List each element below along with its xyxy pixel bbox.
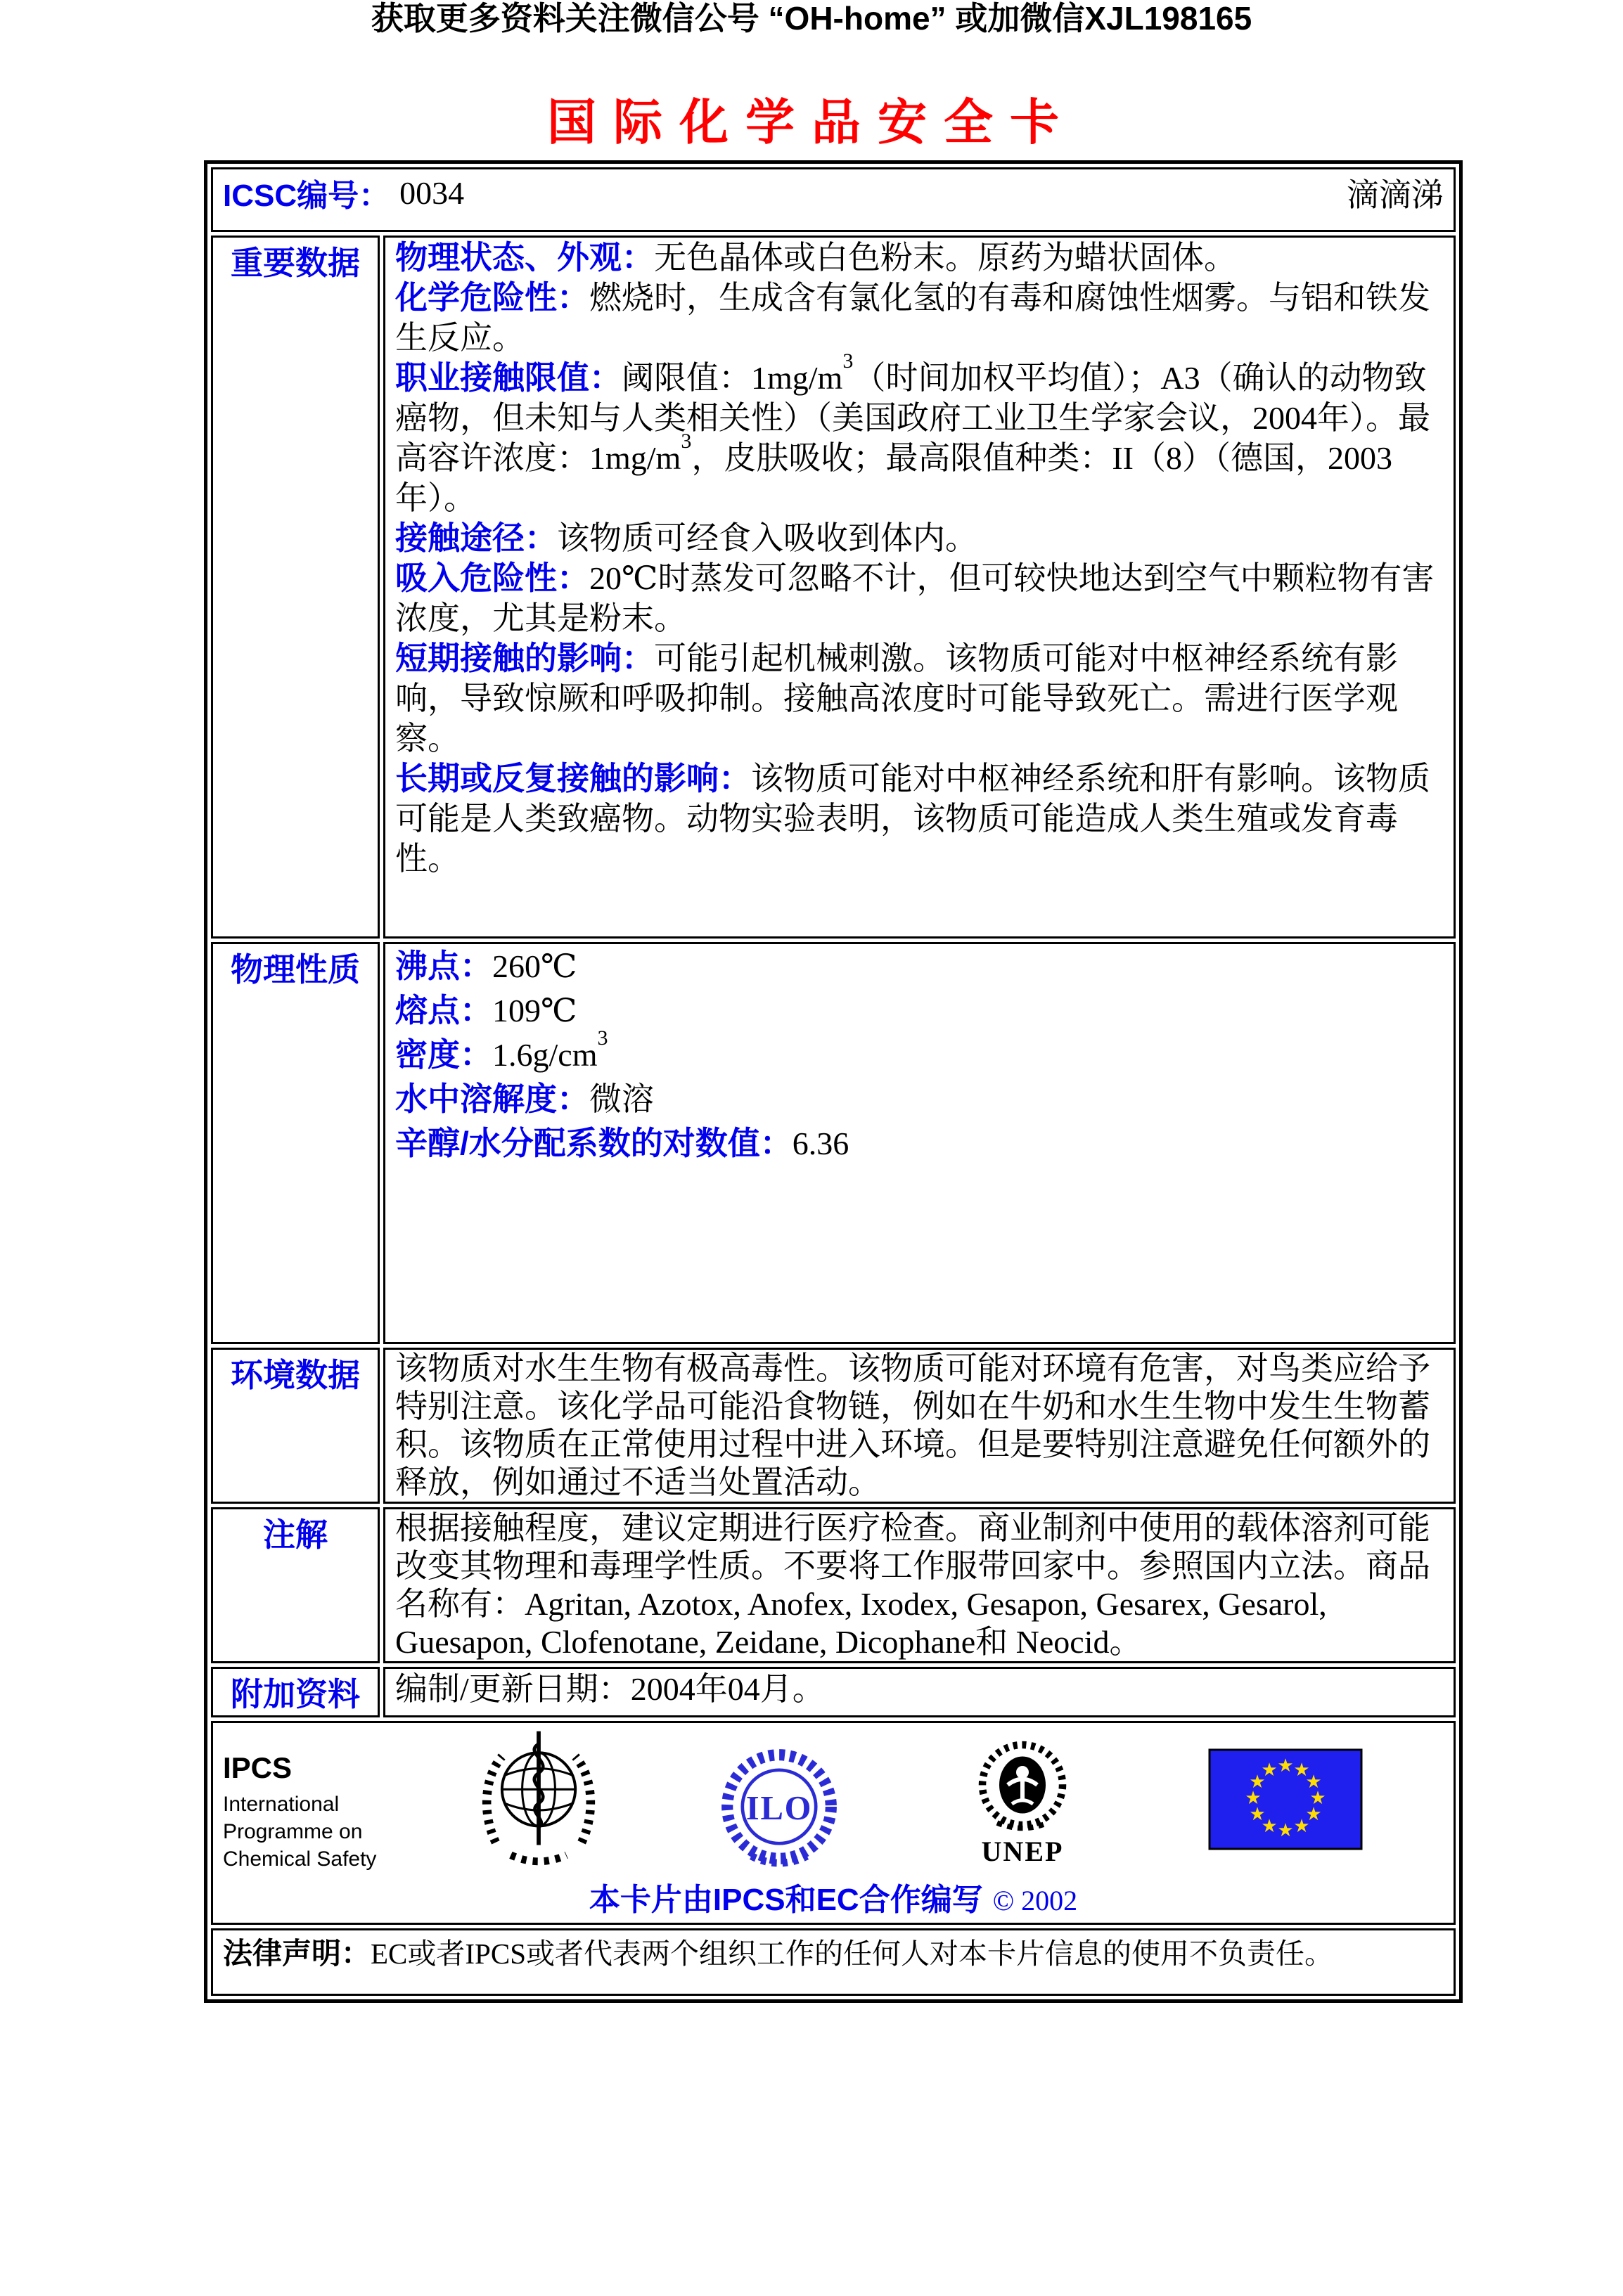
- field-occupational-exposure-limits: 职业接触限值：阈限值：$1mg/m^3$（时间加权平均值）；A3（确认的动物致癌物，但未知与人类相关性）（美国政府工业卫生学家会议，2004年）。最高容许浓度：$1mg/m^3$，皮肤吸收；最高限值种类：II（8）（德国，2003年）。: [395, 349, 1430, 516]
- additional-info-content: [383, 1667, 1456, 1717]
- additional-info-text: 编制/更新日期：2004年04月。: [395, 1671, 825, 1707]
- important-data-content: [383, 236, 1456, 939]
- field-short-term-effects: 短期接触的影响：可能引起机械刺激。该物质可能对中枢神经系统有影响，导致惊厥和呼吸抑制。接触高浓度时可能导致死亡。需进行医学观察。: [395, 640, 1398, 756]
- prop-water-solubility: 水中溶解度：微溶: [395, 1081, 654, 1117]
- field-long-term-effects: 长期或反复接触的影响：该物质可能对中枢神经系统和肝有影响。该物质可能是人类致癌物。动物实验表明，该物质可能造成人类生殖或发育毒性。: [395, 760, 1430, 877]
- card-header-cell: [211, 167, 1456, 232]
- eu-star-icon: ★: [1261, 1760, 1278, 1781]
- ipcs-title: IPCS: [223, 1751, 293, 1784]
- field-exposure-routes: 接触途径：该物质可经食入吸收到体内。: [395, 520, 977, 556]
- superscript: 3: [597, 1026, 608, 1050]
- eu-star-icon: ★: [1245, 1788, 1262, 1809]
- notes-row: [211, 1507, 1456, 1663]
- prop-melting-point: 熔点：109℃: [395, 992, 577, 1028]
- section-label-notes: 注解: [211, 1507, 380, 1663]
- unep-logo-icon: [970, 1739, 1075, 1836]
- chemical-name: 滴滴涕: [1347, 177, 1444, 213]
- eu-star-icon: ★: [1249, 1804, 1266, 1825]
- section-label-physical-properties: 物理性质: [211, 942, 380, 1344]
- physical-properties-content: [383, 942, 1456, 1344]
- physical-properties-row: [211, 942, 1456, 1344]
- legal-notice-label: 法律声明：: [223, 1937, 371, 1970]
- credit-line: [223, 1874, 1444, 1919]
- ilo-logo-icon: [716, 1748, 842, 1871]
- credit-text: 本卡片由IPCS和EC合作编写: [589, 1883, 983, 1917]
- promo-watermark: 获取更多资料关注微信公号 “OH-home” 或加微信XJL198165: [371, 0, 1252, 37]
- prop-logp: 辛醇/水分配系数的对数值：6.36: [395, 1125, 849, 1161]
- environmental-data-row: [211, 1348, 1456, 1504]
- card-header-row: [211, 167, 1456, 232]
- page-title: 国际化学品安全卡: [547, 96, 1076, 150]
- field-physical-state: 物理状态、外观：无色晶体或白色粉末。原药为蜡状固体。: [395, 239, 1236, 276]
- ilo-letters: ILO: [745, 1788, 813, 1827]
- logos-row: [211, 1721, 1456, 1925]
- eu-star-icon: ★: [1249, 1772, 1266, 1793]
- credit-year: © 2002: [992, 1885, 1078, 1916]
- superscript: 3: [842, 349, 854, 373]
- legal-notice-cell: [211, 1928, 1456, 1996]
- safety-card-table: [204, 160, 1463, 2003]
- field-inhalation-risk: 吸入危险性：20℃时蒸发可忽略不计，但可较快地达到空气中颗粒物有害浓度，尤其是粉末。: [395, 560, 1435, 636]
- field-chemical-danger: 化学危险性：燃烧时，生成含有氯化氢的有毒和腐蚀性烟雾。与铝和铁发生反应。: [395, 279, 1430, 356]
- icsc-number-value: 0034: [399, 174, 465, 211]
- eu-star-icon: ★: [1277, 1755, 1294, 1776]
- ipcs-text-block: IPCS International Programme on Chemical Safety: [223, 1751, 385, 1873]
- environmental-data-text: 该物质对水生生物有极高毒性。该物质可能对环境有危害，对鸟类应给予特别注意。该化学品可能沿食物链，例如在牛奶和水生生物中发生生物蓄积。该物质在正常使用过程中进入环境。但是要特别注意避免任何额外的释放，例如通过不适当处置活动。: [395, 1350, 1430, 1500]
- who-logo-icon: [475, 1729, 602, 1873]
- eu-star-icon: ★: [1277, 1820, 1294, 1841]
- eu-star-icon: ★: [1309, 1788, 1326, 1809]
- eu-star-icon: ★: [1305, 1772, 1322, 1793]
- section-label-important-data: 重要数据: [211, 236, 380, 939]
- environmental-data-content: [383, 1348, 1456, 1504]
- unep-logo-block: [963, 1739, 1082, 1868]
- notes-content: [383, 1507, 1456, 1663]
- unep-label: UNEP: [981, 1836, 1064, 1867]
- eu-star-icon: ★: [1261, 1816, 1278, 1837]
- legal-notice-row: [211, 1928, 1456, 1996]
- eu-star-icon: ★: [1293, 1816, 1310, 1837]
- section-label-additional-info: 附加资料: [211, 1667, 380, 1717]
- prop-boiling-point: 沸点：260℃: [395, 948, 577, 984]
- legal-notice-text: EC或者IPCS或者代表两个组织工作的任何人对本卡片信息的使用不负责任。: [371, 1937, 1334, 1970]
- eu-star-icon: ★: [1293, 1760, 1310, 1781]
- superscript: 3: [681, 430, 692, 453]
- eu-flag-icon: [1208, 1748, 1363, 1850]
- icsc-number-label: ICSC编号：: [223, 179, 390, 213]
- section-label-environmental-data: 环境数据: [211, 1348, 380, 1504]
- logos-cell: [211, 1721, 1456, 1925]
- additional-info-row: [211, 1667, 1456, 1717]
- prop-density: 密度：$1.6g/cm^3$: [395, 1026, 608, 1073]
- important-data-row: [211, 236, 1456, 939]
- eu-star-icon: ★: [1305, 1804, 1322, 1825]
- notes-text: 根据接触程度，建议定期进行医疗检查。商业制剂中使用的载体溶剂可能改变其物理和毒理学性质。不要将工作服带回家中。参照国内立法。商品名称有：Agritan, Azotox, Anofex, Ixodex, Gesapon, Gesarex, Gesarol, Guesapon, Clofenotane, Zeidane, Dicophane和 Neocid。: [395, 1510, 1430, 1660]
